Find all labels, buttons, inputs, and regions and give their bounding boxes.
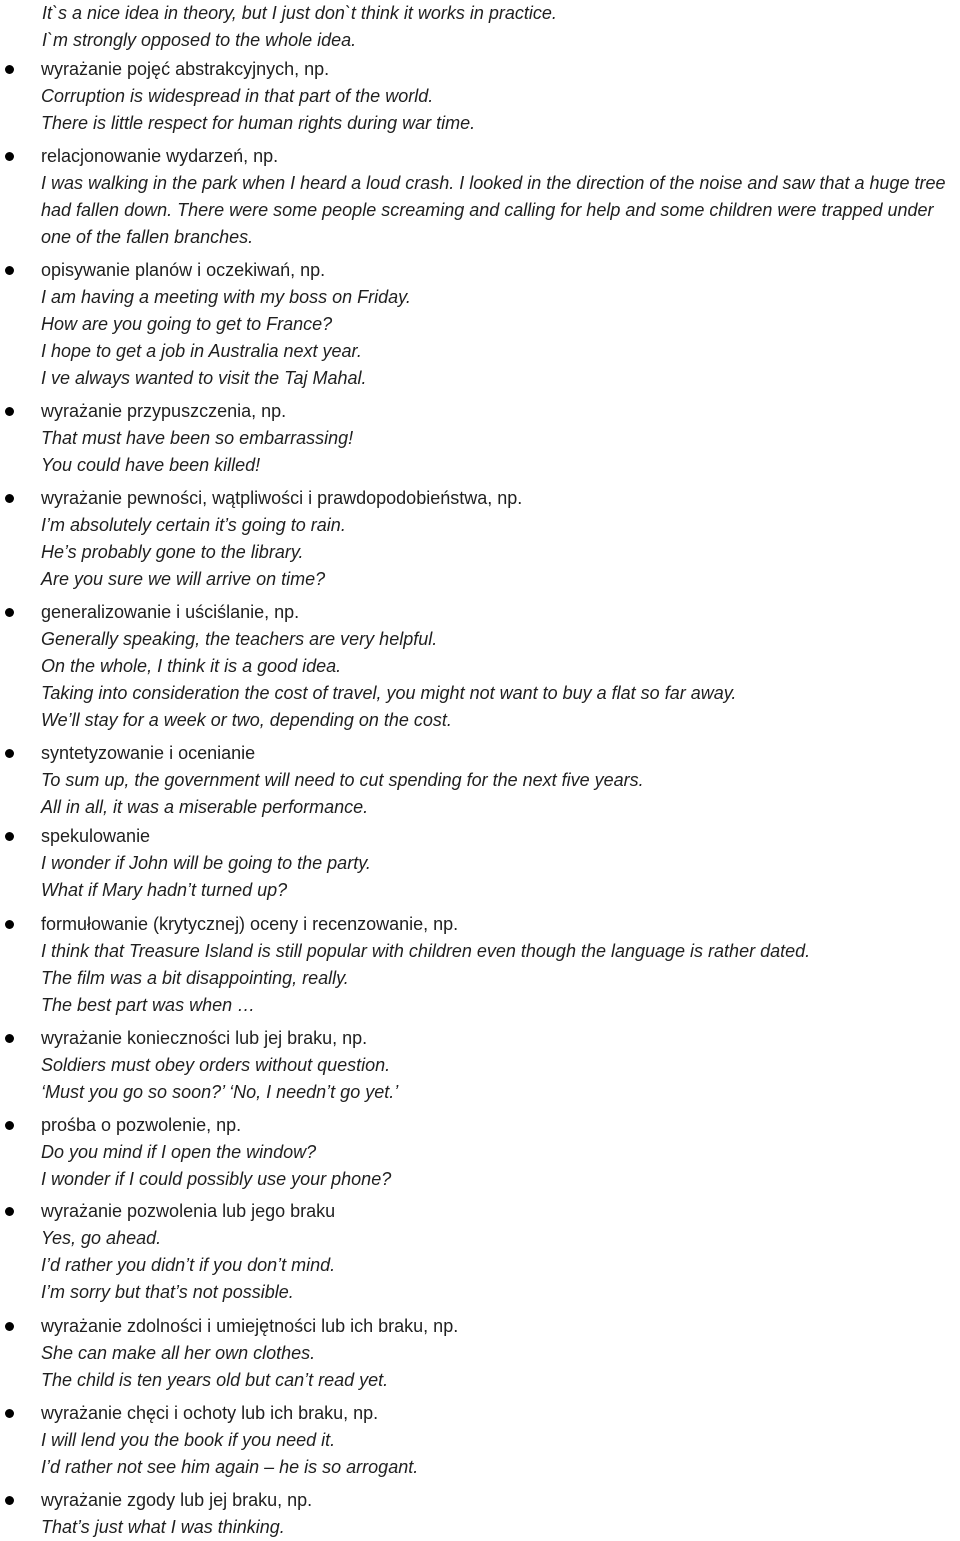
list-item	[0, 1487, 960, 1541]
bullet-icon	[5, 1322, 14, 1331]
list-item	[0, 740, 960, 821]
section-heading: wyrażanie przypuszczenia, np.	[41, 401, 287, 421]
bullet-icon	[5, 65, 14, 74]
list-item	[0, 599, 960, 734]
bullet-icon	[5, 1034, 14, 1043]
example-line: I wonder if I could possibly use your phone?	[41, 1169, 392, 1189]
section-heading: opisywanie planów i oczekiwań, np.	[41, 260, 326, 280]
example-line: On the whole, I think it is a good idea.	[41, 656, 342, 676]
example-line: Soldiers must obey orders without question.	[41, 1055, 391, 1075]
list-item	[0, 1112, 960, 1193]
section-heading: wyrażanie pozwolenia lub jego braku	[41, 1201, 336, 1221]
example-line: Generally speaking, the teachers are very helpful.	[41, 629, 438, 649]
bullet-icon	[5, 494, 14, 503]
bullet-icon	[5, 1409, 14, 1418]
example-line: It`s a nice idea in theory, but I just don`t think it works in practice.	[42, 3, 557, 23]
bullet-icon	[5, 608, 14, 617]
bullet-icon	[5, 152, 14, 161]
example-line: I’d rather not see him again – he is so arrogant.	[41, 1457, 419, 1477]
example-line: I ve always wanted to visit the Taj Mahal.	[41, 368, 367, 388]
list-item	[0, 1400, 960, 1481]
example-line: The best part was when …	[41, 995, 256, 1015]
example-line: How are you going to get to France?	[41, 314, 333, 334]
section-heading: wyrażanie zdolności i umiejętności lub ich braku, np.	[41, 1316, 459, 1336]
example-line: I’d rather you didn’t if you don’t mind.	[41, 1255, 336, 1275]
section-heading: wyrażanie chęci i ochoty lub ich braku, np.	[41, 1403, 379, 1423]
bullet-icon	[5, 1207, 14, 1216]
example-line: I`m strongly opposed to the whole idea.	[42, 30, 357, 50]
example-line: You could have been killed!	[41, 455, 261, 475]
example-paragraph: I was walking in the park when I heard a loud crash. I looked in the direction of the noise and saw that a huge tree had fallen down. There were some people screaming and calling for help and some children were trapped under one of the fallen branches.	[41, 173, 946, 247]
example-line: There is little respect for human rights during war time.	[41, 113, 476, 133]
example-line: That’s just what I was thinking.	[41, 1517, 285, 1537]
bullet-icon	[5, 1121, 14, 1130]
example-line: The film was a bit disappointing, really.	[41, 968, 349, 988]
list-item	[0, 257, 960, 392]
section-heading: wyrażanie pewności, wątpliwości i prawdopodobieństwa, np.	[41, 488, 523, 508]
example-line: Yes, go ahead.	[41, 1228, 162, 1248]
bullet-icon	[5, 832, 14, 841]
example-line: I’m sorry but that’s not possible.	[41, 1282, 294, 1302]
example-line: Are you sure we will arrive on time?	[41, 569, 326, 589]
bullet-icon	[5, 407, 14, 416]
section-heading: relacjonowanie wydarzeń, np.	[41, 146, 279, 166]
section-heading: prośba o pozwolenie, np.	[41, 1115, 242, 1135]
section-heading: wyrażanie konieczności lub jej braku, np.	[41, 1028, 368, 1048]
example-line: I will lend you the book if you need it.	[41, 1430, 336, 1450]
example-line: All in all, it was a miserable performance.	[41, 797, 369, 817]
bullet-icon	[5, 266, 14, 275]
example-line: The child is ten years old but can’t read yet.	[41, 1370, 389, 1390]
list-item	[0, 1313, 960, 1394]
example-line: I think that Treasure Island is still popular with children even though the language is rather dated.	[41, 941, 811, 961]
example-line: He’s probably gone to the library.	[41, 542, 304, 562]
list-item	[0, 56, 960, 137]
list-item	[0, 398, 960, 479]
section-heading: wyrażanie pojęć abstrakcyjnych, np.	[41, 59, 330, 79]
section-heading: generalizowanie i uściślanie, np.	[41, 602, 300, 622]
section-heading: wyrażanie zgody lub jej braku, np.	[41, 1490, 313, 1510]
example-line: Do you mind if I open the window?	[41, 1142, 317, 1162]
list-item	[0, 911, 960, 1019]
example-line: We’ll stay for a week or two, depending on the cost.	[41, 710, 452, 730]
bullet-icon	[5, 749, 14, 758]
section-heading: spekulowanie	[41, 826, 151, 846]
example-line: I hope to get a job in Australia next year.	[41, 341, 362, 361]
list-item	[0, 1025, 960, 1106]
example-line: ‘Must you go so soon?’ ‘No, I needn’t go yet.’	[41, 1082, 399, 1102]
lead-examples	[42, 0, 947, 54]
list-item	[0, 1198, 960, 1306]
section-heading: formułowanie (krytycznej) oceny i recenzowanie, np.	[41, 914, 459, 934]
list-item	[0, 143, 960, 251]
bullet-icon	[5, 920, 14, 929]
example-line: Taking into consideration the cost of travel, you might not want to buy a flat so far away.	[41, 683, 737, 703]
example-line: What if Mary hadn’t turned up?	[41, 880, 288, 900]
example-line: That must have been so embarrassing!	[41, 428, 354, 448]
example-line: She can make all her own clothes.	[41, 1343, 316, 1363]
example-line: I wonder if John will be going to the party.	[41, 853, 371, 873]
list-item	[0, 823, 960, 904]
section-heading: syntetyzowanie i ocenianie	[41, 743, 256, 763]
bullet-icon	[5, 1496, 14, 1505]
list-item	[0, 485, 960, 593]
example-line: I’m absolutely certain it’s going to rain.	[41, 515, 346, 535]
example-line: I am having a meeting with my boss on Friday.	[41, 287, 411, 307]
example-line: Corruption is widespread in that part of the world.	[41, 86, 434, 106]
example-line: To sum up, the government will need to cut spending for the next five years.	[41, 770, 644, 790]
